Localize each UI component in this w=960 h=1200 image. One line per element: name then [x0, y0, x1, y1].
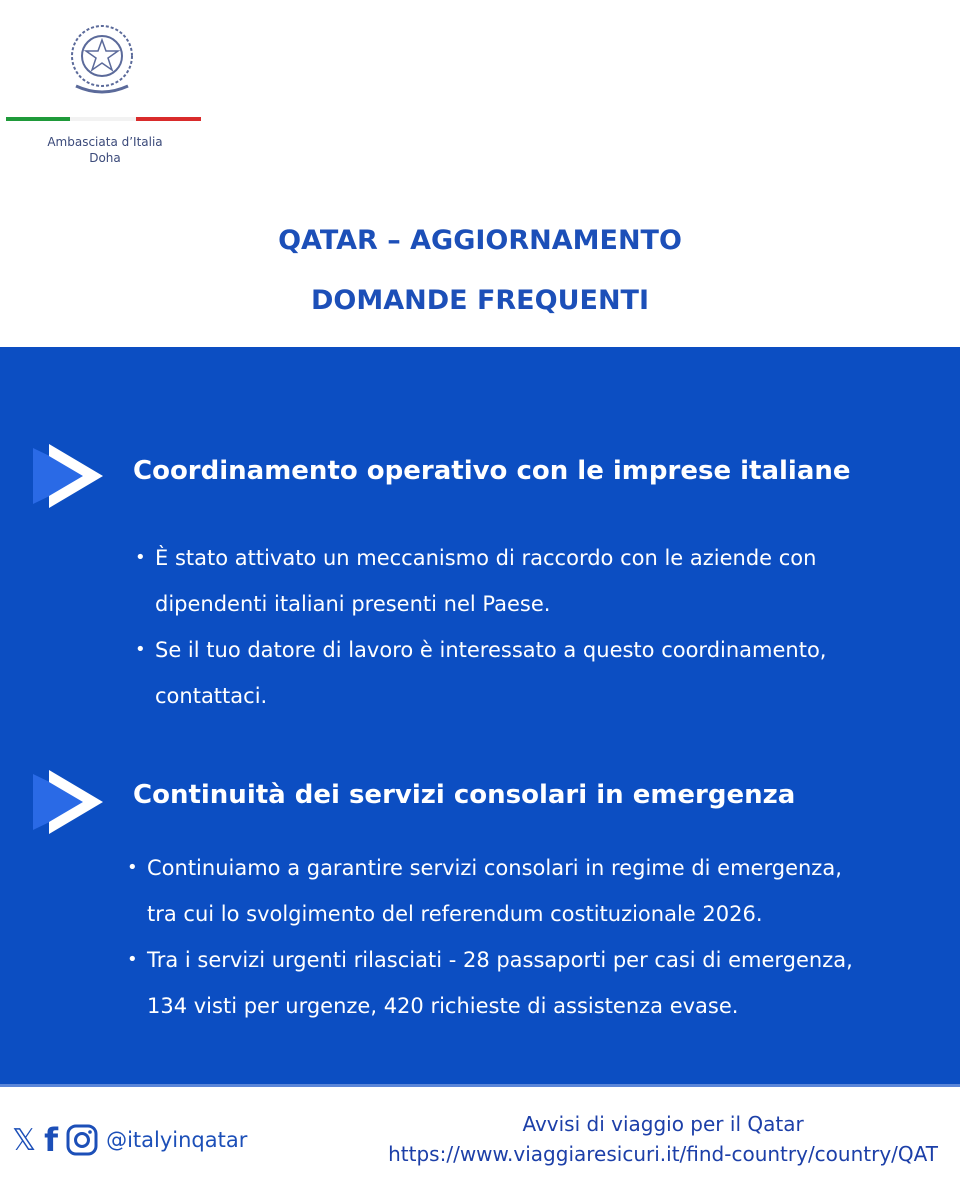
flag-white [70, 117, 136, 121]
list-item [155, 627, 827, 719]
bullet-text: • È stato attivato un meccanismo di raccordo con le aziende con [155, 546, 817, 570]
footer [0, 1084, 960, 1200]
embassy-logo [0, 0, 210, 180]
list-item [155, 535, 827, 627]
list-item [147, 937, 853, 1029]
x-icon[interactable]: 𝕏 [12, 1122, 37, 1158]
italian-emblem-icon [62, 20, 142, 100]
flag-red [136, 117, 201, 121]
social-handle[interactable]: @italyinqatar [106, 1128, 248, 1152]
arrow-icon [33, 766, 105, 838]
facebook-icon[interactable]: f [44, 1121, 59, 1159]
bullet-text: 134 visti per urgenze, 420 richieste di assistenza evase. [147, 994, 739, 1018]
arrow-icon [33, 440, 105, 512]
page-subtitle: DOMANDE FREQUENTI [310, 285, 650, 316]
travel-advisory-label: Avvisi di viaggio per il Qatar [522, 1112, 804, 1136]
bullet-text: dipendenti italiani presenti nel Paese. [155, 592, 551, 616]
flag-green [6, 117, 70, 121]
social-links [12, 1121, 247, 1159]
section-heading: Continuità dei servizi consolari in emergenza [133, 780, 796, 810]
bullet-text: • Se il tuo datore di lavoro è interessato a questo coordinamento, [155, 638, 827, 662]
page-title: QATAR – AGGIORNAMENTO [278, 225, 682, 256]
instagram-icon[interactable] [66, 1124, 98, 1156]
bullet-text: tra cui lo svolgimento del referendum costituzionale 2026. [147, 902, 763, 926]
bullet-text: • Tra i servizi urgenti rilasciati - 28 passaporti per casi di emergenza, [147, 948, 853, 972]
bullet-list [155, 535, 827, 719]
list-item [147, 845, 853, 937]
embassy-city: Doha [89, 151, 121, 165]
bullet-text: contattaci. [155, 684, 268, 708]
travel-advisory-link[interactable]: https://www.viaggiaresicuri.it/find-country/country/QAT [388, 1142, 938, 1166]
bullet-list [147, 845, 853, 1029]
bullet-text: • Continuiamo a garantire servizi consolari in regime di emergenza, [147, 856, 842, 880]
section-heading: Coordinamento operativo con le imprese italiane [133, 456, 851, 486]
embassy-name: Ambasciata d’Italia [47, 135, 163, 149]
